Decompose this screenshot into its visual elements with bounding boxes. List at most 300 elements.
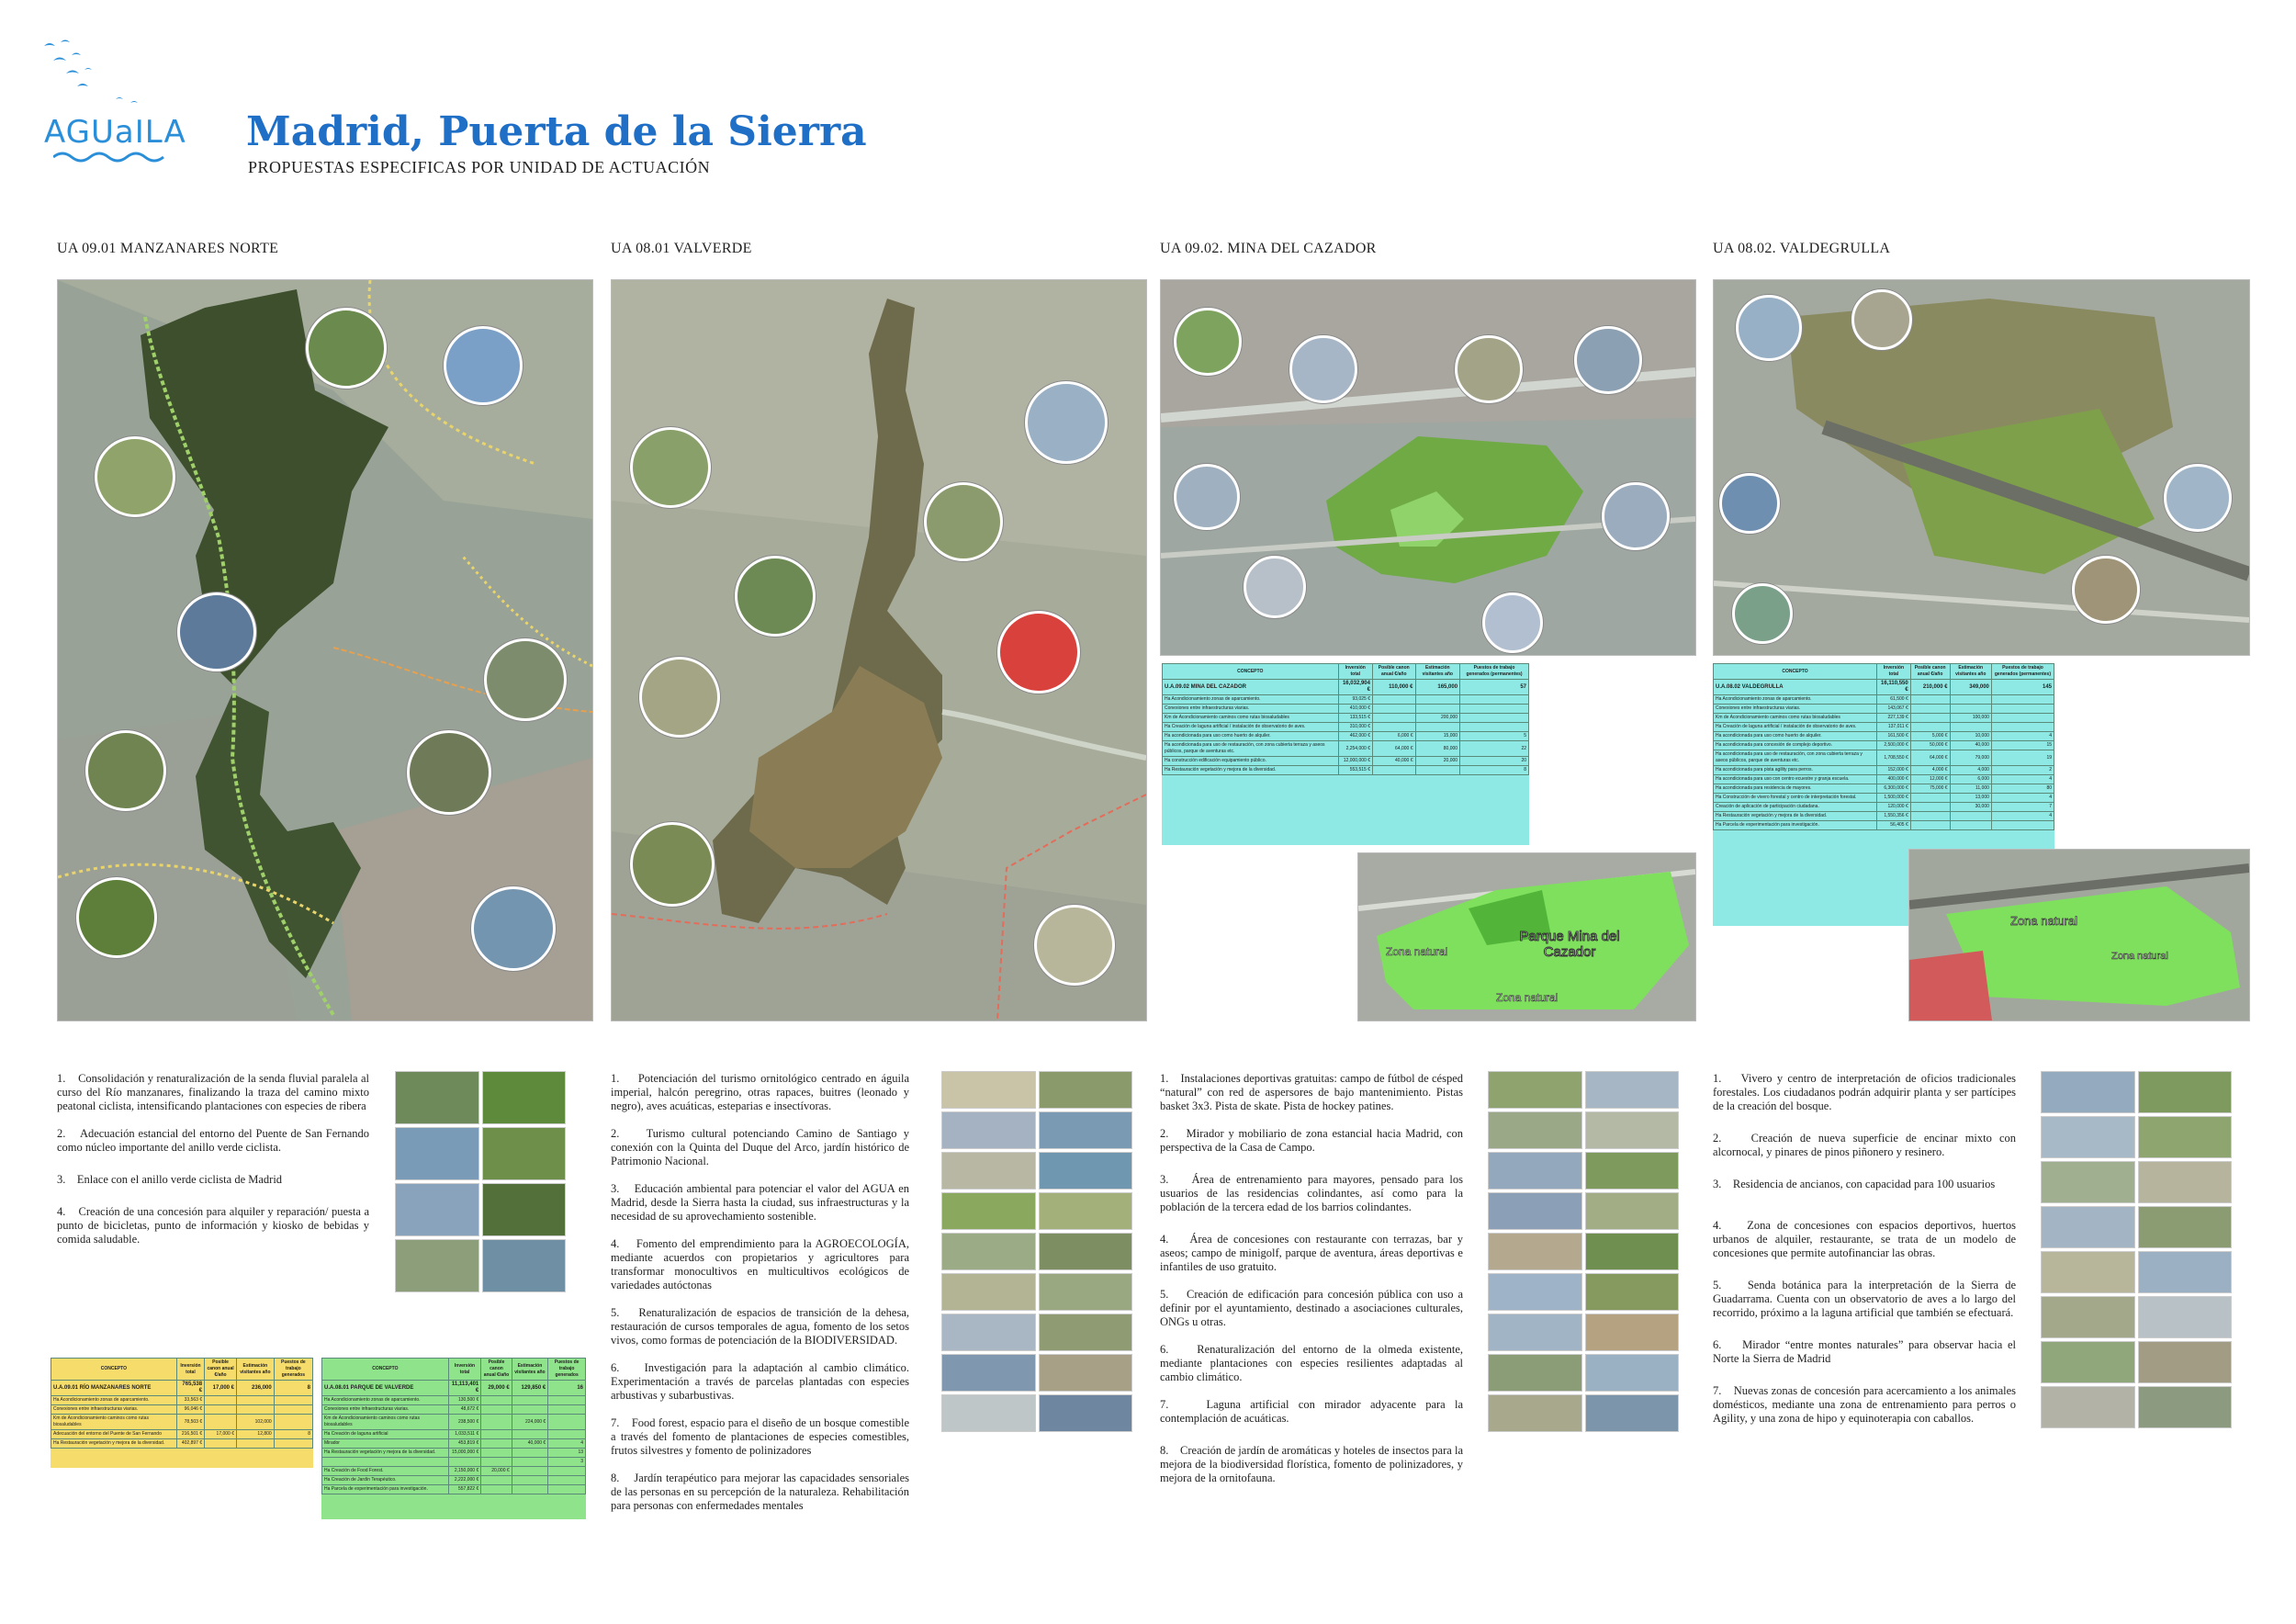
table-cell-value: 400,000 €	[1877, 775, 1911, 784]
table-cell-value: 15	[1991, 741, 2054, 750]
table-cell-value	[1372, 695, 1415, 705]
table-cell-value: 11,113,401 €	[448, 1381, 481, 1396]
table-cell-concept: U.A.09.01 RÍO MANZANARES NORTE	[51, 1381, 177, 1396]
table-cell-value	[1910, 821, 1950, 830]
photo-thumb	[1585, 1111, 1680, 1149]
proposal-item: 1. Instalaciones deportivas gratuitas: campo de fútbol de césped “natural” con red de aspersores de bajo mantenimiento. Pistas basket 3x3. Pista de skate. Pista de hockey patines.	[1160, 1072, 1463, 1112]
table-row	[1714, 794, 2054, 803]
table-cell-concept	[322, 1458, 449, 1467]
table-cell-value: 22	[1460, 741, 1529, 757]
table-row	[322, 1359, 586, 1381]
table-cell-concept: Ha Parcela de experimentación para investigación.	[322, 1485, 449, 1494]
table-cell-value: 238,500 €	[448, 1415, 481, 1430]
table-cell-value	[548, 1467, 586, 1476]
section-title-mina: UA 09.02. MINA DEL CAZADOR	[1160, 241, 1377, 256]
table-row	[1714, 803, 2054, 812]
table-cell-concept: Ha construcción edificación equipamiento público.	[1163, 757, 1339, 766]
table-row	[1714, 812, 2054, 821]
table-cell-value	[512, 1396, 548, 1405]
proposal-item: 7. Food forest, espacio para el diseño de un bosque comestible a través del fomento de plantaciones de especies comestibles, frutos silvestres y fomento de polinizadores	[611, 1416, 909, 1457]
table-row	[1714, 821, 2054, 830]
table-cell-value	[1415, 705, 1460, 714]
photo-thumb	[2041, 1161, 2135, 1203]
table-cell-value: 1,033,511 €	[448, 1430, 481, 1439]
proposal-item: 4. Fomento del emprendimiento para la AGROECOLOGÍA, mediante acuerdos con propietarios y agricultores para transformar monocultivos en multicultivos ecológicos de variedades autóctonas	[611, 1237, 909, 1291]
table-row	[1714, 732, 2054, 741]
table-row	[1163, 695, 1529, 705]
zone-label: Zona natural	[2111, 951, 2168, 962]
table-cell-value: Inversión total	[1338, 664, 1372, 680]
table-cell-value	[1991, 705, 2054, 714]
photo-thumb	[2138, 1206, 2233, 1248]
table-cell-concept: Ha Restauración vegetación y mejora de la diversidad.	[1163, 766, 1339, 775]
photo-thumb	[2041, 1116, 2135, 1158]
table-cell-value: 33,563 €	[176, 1396, 204, 1405]
photo-circle	[2164, 464, 2232, 532]
table-cell-value: Puestos de trabajo generados	[274, 1359, 312, 1381]
photo-circle	[924, 482, 1003, 561]
table-row	[1163, 766, 1529, 775]
photo-thumb	[941, 1071, 1036, 1109]
table-cell-value	[205, 1396, 237, 1405]
table-cell-value	[237, 1439, 275, 1449]
table-cell-value	[1950, 821, 1991, 830]
table-cell-concept: Ha Acondicionamiento zonas de aparcamiento.	[1163, 695, 1339, 705]
photo-thumb	[482, 1183, 567, 1236]
table-cell-value: 30,000	[1950, 803, 1991, 812]
table-cell-value: 4	[1991, 812, 2054, 821]
photo-circle	[1851, 289, 1912, 350]
photo-circle	[444, 326, 523, 405]
table-row	[322, 1467, 586, 1476]
photo-thumb	[2041, 1251, 2135, 1293]
table-cell-value	[1910, 794, 1950, 803]
photo-thumbs-manzanares	[395, 1071, 566, 1292]
table-row	[1714, 664, 2054, 680]
proposal-item: 7. Nuevas zonas de concesión para acercamiento a los animales domésticos, mediante una zona de entrenamiento para perros o Agility, y una zona de hipo y equinoterapia con caballos.	[1713, 1384, 2016, 1425]
table-cell-concept: Conexiones entre infraestructuras viarias.	[1714, 705, 1877, 714]
table-cell-value: 19	[1991, 750, 2054, 766]
proposal-item: 5. Creación de edificación para concesión pública con uso a definir por el ayuntamiento, destinado a asociaciones culturales, ONGs u otras.	[1160, 1288, 1463, 1328]
table-cell-value	[1950, 705, 1991, 714]
table-cell-concept: Ha Restauración vegetación y mejora de la diversidad.	[322, 1449, 449, 1458]
table-cell-value: 13,000	[1950, 794, 1991, 803]
proposal-item: 1. Potenciación del turismo ornitológico centrado en águila imperial, halcón peregrino, otras rapaces, buitres (leonado y negro), aves acuáticas, esteparias e insectívoras.	[611, 1072, 909, 1112]
table-cell-value	[205, 1439, 237, 1449]
photo-circle	[407, 730, 491, 815]
map-valverde	[611, 279, 1147, 1021]
table-manzanares	[51, 1358, 313, 1468]
table-cell-value: 12,000 €	[1910, 775, 1950, 784]
table-cell-value: 61,500 €	[1877, 695, 1911, 705]
table-cell-value: 161,500 €	[1877, 732, 1911, 741]
photo-thumb	[941, 1314, 1036, 1351]
proposal-item: 4. Creación de una concesión para alquiler y reparación/ puesta a punto de bicicletas, punto de información y kiosko de bebidas y comida saludable.	[57, 1205, 369, 1246]
table-cell-value: 16	[548, 1381, 586, 1396]
table-cell-concept: CONCEPTO	[1714, 664, 1877, 680]
table-row	[51, 1415, 313, 1430]
table-cell-value: 5	[1460, 732, 1529, 741]
proposal-item: 2. Mirador y mobiliario de zona estancial hacia Madrid, con perspectiva de la Casa de Campo.	[1160, 1127, 1463, 1154]
photo-thumb	[1585, 1233, 1680, 1270]
table-valdegrulla-grid	[1713, 663, 2054, 830]
proposal-item: 3. Educación ambiental para potenciar el valor del AGUA en Madrid, desde la Sierra hasta la ciudad, sus infraestructuras y la necesidad de su aprovechamiento sostenible.	[611, 1182, 909, 1223]
proposal-item: 7. Laguna artificial con mirador adyacente para la contemplación de acuáticas.	[1160, 1398, 1463, 1425]
photo-thumb	[941, 1394, 1036, 1432]
photo-thumbs-valdegrulla	[2041, 1071, 2232, 1428]
table-cell-value: 11,000	[1950, 784, 1991, 794]
table-cell-concept: Ha acondicionada para pista agility para perros.	[1714, 766, 1877, 775]
table-cell-value: Puestos de trabajo generados (permanentes)	[1991, 664, 2054, 680]
table-cell-concept: Conexiones entre infraestructuras viarias.	[1163, 705, 1339, 714]
photo-thumb	[395, 1127, 479, 1180]
proposal-item: 2. Adecuación estancial del entorno del Puente de San Fernando como núcleo importante del anillo verde ciclista.	[57, 1127, 369, 1154]
photo-circle	[1174, 308, 1242, 376]
table-cell-value	[1460, 695, 1529, 705]
table-row	[1714, 705, 2054, 714]
table-cell-value: 227,139 €	[1877, 714, 1911, 723]
table-cell-value	[1910, 714, 1950, 723]
proposal-item: 6. Investigación para la adaptación al cambio climático. Experimentación a través de parcelas plantadas con especies arbustivas y subarbustivas.	[611, 1361, 909, 1402]
photo-thumbs-valverde	[941, 1071, 1132, 1432]
table-cell-value: Inversión total	[448, 1359, 481, 1381]
photo-thumb	[1488, 1192, 1582, 1230]
table-row	[322, 1405, 586, 1415]
table-cell-concept: Adecuación del entorno del Puente de San Fernando	[51, 1430, 177, 1439]
table-cell-value	[512, 1485, 548, 1494]
table-cell-value: 5,000 €	[1910, 732, 1950, 741]
photo-thumb	[1039, 1111, 1133, 1149]
photo-circle	[1732, 583, 1793, 644]
table-cell-concept: Ha Creación de laguna artificial	[322, 1430, 449, 1439]
table-cell-value	[481, 1458, 512, 1467]
table-row	[1714, 741, 2054, 750]
proposal-item: 3. Área de entrenamiento para mayores, pensado para los usuarios de las residencias colindantes, así como para la población de la tercera edad de los barrios colindantes.	[1160, 1173, 1463, 1213]
proposal-item: 5. Senda botánica para la interpretación de la Sierra de Guadarrama. Cuenta con un observatorio de aves a lo largo del recorrido, próximo a la laguna artificial que también se efectuará.	[1713, 1279, 2016, 1319]
photo-thumb	[2138, 1296, 2233, 1338]
table-cell-value: 553,515 €	[1338, 766, 1372, 775]
table-cell-value	[1372, 705, 1415, 714]
table-cell-concept: Conexiones entre infraestructuras viarias.	[51, 1405, 177, 1415]
photo-thumb	[1488, 1314, 1582, 1351]
map-valdegrulla	[1713, 279, 2250, 656]
table-cell-value	[481, 1430, 512, 1439]
photo-circle	[639, 657, 720, 738]
table-cell-value: 137,011 €	[1877, 723, 1911, 732]
photo-thumb	[2041, 1341, 2135, 1383]
table-cell-value: 2,500,000 €	[1877, 741, 1911, 750]
table-cell-concept: CONCEPTO	[322, 1359, 449, 1381]
wave-icon	[53, 151, 173, 164]
table-cell-value: 6,300,000 €	[1877, 784, 1911, 794]
table-cell-value	[448, 1458, 481, 1467]
table-cell-value: 557,822 €	[448, 1485, 481, 1494]
photo-thumb	[1039, 1314, 1133, 1351]
table-cell-value: Puestos de trabajo generados (permanentes)	[1460, 664, 1529, 680]
table-cell-value: 78,503 €	[176, 1415, 204, 1430]
table-cell-concept: Ha Creación de laguna artificial / instalación de observatorio de aves.	[1163, 723, 1339, 732]
table-cell-value: 64,000 €	[1910, 750, 1950, 766]
photo-thumb	[2138, 1341, 2233, 1383]
table-cell-concept: Ha Creación de Food Forest.	[322, 1467, 449, 1476]
table-row	[322, 1476, 586, 1485]
photo-thumb	[1488, 1111, 1582, 1149]
table-cell-value: 4,000	[1950, 766, 1991, 775]
table-cell-value	[1910, 803, 1950, 812]
table-cell-value	[205, 1405, 237, 1415]
table-cell-value: 13	[548, 1449, 586, 1458]
table-row	[51, 1405, 313, 1415]
page-title: Madrid, Puerta de la Sierra	[246, 108, 867, 155]
table-cell-value: 8	[274, 1430, 312, 1439]
photo-thumb	[941, 1152, 1036, 1190]
photo-circle	[1025, 381, 1108, 464]
photo-thumb	[1039, 1273, 1133, 1311]
photo-thumb	[2138, 1161, 2233, 1203]
photo-thumb	[482, 1127, 567, 1180]
table-cell-value: 6,000 €	[1372, 732, 1415, 741]
proposal-item: 1. Consolidación y renaturalización de la senda fluvial paralela al curso del Río manzanares, finalizando la traza del camino mixto peatonal ciclista, intensificando plantaciones con especies de ribera	[57, 1072, 369, 1112]
table-cell-value: Estimación visitantes año	[1950, 664, 1991, 680]
photo-circle	[1174, 464, 1240, 530]
photo-circle	[306, 308, 387, 389]
table-cell-value	[1950, 812, 1991, 821]
table-cell-value	[548, 1476, 586, 1485]
table-cell-value: Estimación visitantes año	[237, 1359, 275, 1381]
table-cell-concept: Ha Creación de laguna artificial / instalación de observatorio de aves.	[1714, 723, 1877, 732]
table-cell-value: 20	[1460, 757, 1529, 766]
table-cell-value	[548, 1405, 586, 1415]
table-cell-value	[1910, 723, 1950, 732]
table-cell-value: 80	[1991, 784, 2054, 794]
table-cell-value: 17,000 €	[205, 1381, 237, 1396]
table-cell-concept: Creación de aplicación de participación ciudadana.	[1714, 803, 1877, 812]
table-cell-value	[1991, 695, 2054, 705]
table-cell-value: 129,850 €	[512, 1381, 548, 1396]
table-cell-concept: U.A.09.02 MINA DEL CAZADOR	[1163, 680, 1339, 695]
table-row	[322, 1439, 586, 1449]
table-cell-value: Posible canon anual €/año	[205, 1359, 237, 1381]
proposals-valverde	[611, 1072, 909, 1527]
table-cell-value	[237, 1396, 275, 1405]
table-manzanares-grid	[51, 1358, 313, 1449]
table-cell-value: Estimación visitantes año	[1415, 664, 1460, 680]
table-cell-value	[1460, 723, 1529, 732]
table-cell-concept: Ha Parcela de experimentación para investigación.	[1714, 821, 1877, 830]
table-cell-value	[1460, 705, 1529, 714]
table-cell-concept: Ha acondicionada para uso con centro ecuestre y granja escuela.	[1714, 775, 1877, 784]
table-row	[322, 1458, 586, 1467]
proposal-item: 6. Renaturalización del entorno de la olmeda existente, mediante plantaciones con especies resilientes adaptadas al cambio climático.	[1160, 1343, 1463, 1383]
photo-thumb	[482, 1239, 567, 1292]
table-cell-concept: Ha Restauración vegetación y mejora de la diversidad.	[51, 1439, 177, 1449]
table-row	[1714, 750, 2054, 766]
photo-thumb	[1039, 1152, 1133, 1190]
photo-thumb	[1585, 1354, 1680, 1392]
table-row	[51, 1381, 313, 1396]
photo-circle	[1289, 335, 1357, 403]
table-cell-value: 16,032,904 €	[1338, 680, 1372, 695]
table-row	[51, 1359, 313, 1381]
table-row	[1714, 714, 2054, 723]
photo-circle	[2072, 556, 2140, 624]
proposal-item: 3. Enlace con el anillo verde ciclista de Madrid	[57, 1173, 283, 1186]
table-cell-concept: U.A.08.01 PARQUE DE VALVERDE	[322, 1381, 449, 1396]
table-cell-value: 79,000	[1950, 750, 1991, 766]
photo-thumb	[1039, 1192, 1133, 1230]
table-row	[1163, 664, 1529, 680]
photo-thumb	[2041, 1206, 2135, 1248]
table-cell-value: Puestos de trabajo generados	[548, 1359, 586, 1381]
table-cell-value	[274, 1405, 312, 1415]
photo-thumb	[1488, 1273, 1582, 1311]
table-cell-value: 12,800	[237, 1430, 275, 1439]
photo-thumb	[2138, 1251, 2233, 1293]
table-cell-value: 310,000 €	[1338, 723, 1372, 732]
table-cell-value: 75,000 €	[1910, 784, 1950, 794]
proposal-item: 2. Turismo cultural potenciando Camino de Santiago y conexión con la Quinta del Duque del Arco, jardín histórico de Patrimonio Nacional.	[611, 1127, 909, 1167]
photo-circle	[997, 611, 1080, 694]
photo-circle	[1602, 482, 1670, 550]
table-cell-value	[237, 1405, 275, 1415]
table-cell-value: 200,000	[1415, 714, 1460, 723]
table-cell-value: Posible canon anual €/año	[481, 1359, 512, 1381]
proposal-item: 4. Área de concesiones con restaurante con terrazas, bar y aseos; campo de minigolf, parque de aventura, áreas deportivas e infantiles de uso gratuito.	[1160, 1233, 1463, 1273]
proposal-item: 3. Residencia de ancianos, con capacidad para 100 usuarios	[1713, 1178, 1996, 1190]
table-row	[1714, 775, 2054, 784]
table-cell-concept: Ha acondicionada para uso de restauración, con zona cubierta terraza y aseos públicos, parque de aventuras etc.	[1163, 741, 1339, 757]
photo-circle	[1244, 556, 1306, 618]
photo-thumb	[1039, 1233, 1133, 1270]
table-cell-value: 3	[548, 1458, 586, 1467]
table-cell-value	[512, 1430, 548, 1439]
proposal-item: 8. Creación de jardín de aromáticas y hoteles de insectos para la mejora de la biodiversidad florística, fomento de polinizadores, y mejora de la ornitofauna.	[1160, 1444, 1463, 1484]
proposal-item: 1. Vivero y centro de interpretación de oficios tradicionales forestales. Los ciudadanos podrán adquirir planta y ser partícipes de la creación del bosque.	[1713, 1072, 2016, 1112]
table-cell-value: 15,000	[1415, 732, 1460, 741]
table-cell-value: 765,538 €	[176, 1381, 204, 1396]
table-cell-value	[1950, 723, 1991, 732]
table-cell-value	[1415, 766, 1460, 775]
photo-thumb	[941, 1354, 1036, 1392]
table-cell-value: 6,000	[1950, 775, 1991, 784]
table-cell-value	[548, 1415, 586, 1430]
photo-circle	[85, 730, 166, 811]
table-cell-value: 110,000 €	[1372, 680, 1415, 695]
table-row	[1163, 680, 1529, 695]
table-cell-value: 410,000 €	[1338, 705, 1372, 714]
table-cell-value: 4	[1991, 732, 2054, 741]
table-mina	[1162, 663, 1529, 845]
photo-thumb	[1039, 1071, 1133, 1109]
table-cell-concept: Ha acondicionada para residencia de mayores.	[1714, 784, 1877, 794]
photo-circle	[1574, 326, 1642, 394]
photo-thumb	[2041, 1296, 2135, 1338]
table-cell-value	[548, 1396, 586, 1405]
table-cell-concept: U.A.08.02 VALDEGRULLA	[1714, 680, 1877, 695]
table-cell-value: Posible canon anual €/año	[1372, 664, 1415, 680]
table-cell-value	[481, 1439, 512, 1449]
photo-thumb	[395, 1183, 479, 1236]
photo-thumb	[1585, 1152, 1680, 1190]
photo-thumb	[1585, 1071, 1680, 1109]
table-cell-value: 152,000 €	[1877, 766, 1911, 775]
table-cell-value	[481, 1485, 512, 1494]
table-cell-value: 12,000,000 €	[1338, 757, 1372, 766]
table-cell-value: 4,000 €	[1910, 766, 1950, 775]
table-cell-value: Inversión total	[1877, 664, 1911, 680]
table-cell-value	[1415, 695, 1460, 705]
table-row	[1714, 680, 2054, 695]
table-cell-value: 4	[1991, 775, 2054, 784]
table-cell-value: 1,708,550 €	[1877, 750, 1911, 766]
photo-circle	[471, 886, 556, 971]
table-cell-value: 17,000 €	[205, 1430, 237, 1439]
photo-circle	[1455, 335, 1523, 403]
table-cell-value: 96,046 €	[176, 1405, 204, 1415]
photo-circle	[630, 822, 715, 907]
table-cell-value: 64,000 €	[1372, 741, 1415, 757]
section-title-valdegrulla: UA 08.02. VALDEGRULLA	[1713, 241, 1891, 256]
photo-thumb	[941, 1233, 1036, 1270]
table-cell-value	[512, 1458, 548, 1467]
photo-circle	[735, 556, 816, 637]
table-cell-value: 224,000 €	[512, 1415, 548, 1430]
table-cell-concept: Mirador	[322, 1439, 449, 1449]
photo-thumb	[941, 1192, 1036, 1230]
photo-thumb	[2138, 1071, 2233, 1113]
table-cell-value	[1372, 723, 1415, 732]
inset-map-valdegrulla	[1908, 849, 2250, 1021]
photo-circle	[1719, 473, 1780, 534]
table-cell-value: 29,000 €	[481, 1381, 512, 1396]
table-cell-value	[481, 1405, 512, 1415]
proposals-manzanares	[57, 1072, 369, 1260]
photo-thumb	[2138, 1116, 2233, 1158]
table-cell-value: 2,222,000 €	[448, 1476, 481, 1485]
table-cell-value	[1415, 723, 1460, 732]
table-row	[1163, 732, 1529, 741]
table-row	[322, 1381, 586, 1396]
table-cell-value	[548, 1485, 586, 1494]
table-cell-value: 48,672 €	[448, 1405, 481, 1415]
table-cell-value	[1991, 821, 2054, 830]
table-cell-value: 130,500 €	[448, 1396, 481, 1405]
table-cell-concept: Ha Acondicionamiento zonas de aparcamiento.	[51, 1396, 177, 1405]
proposals-valdegrulla	[1713, 1072, 2016, 1439]
table-cell-value: 165,000	[1415, 680, 1460, 695]
table-cell-value	[1372, 714, 1415, 723]
photo-thumb	[1585, 1394, 1680, 1432]
photo-circle	[95, 436, 175, 517]
table-cell-value: 120,000 €	[1877, 803, 1911, 812]
table-cell-value	[205, 1415, 237, 1430]
table-cell-value: 40,000	[1950, 741, 1991, 750]
park-label: Parque Mina del Cazador	[1519, 929, 1620, 960]
table-cell-concept: CONCEPTO	[1163, 664, 1339, 680]
table-cell-value: 7	[1991, 803, 2054, 812]
table-row	[1163, 723, 1529, 732]
photo-circle	[1736, 295, 1802, 361]
logo-text: AGUaILA	[44, 114, 186, 151]
table-cell-value: 402,897 €	[176, 1439, 204, 1449]
table-cell-value: 236,000	[237, 1381, 275, 1396]
table-cell-value	[274, 1396, 312, 1405]
photo-thumb	[1488, 1394, 1582, 1432]
table-cell-value: 453,819 €	[448, 1439, 481, 1449]
photo-thumb	[941, 1273, 1036, 1311]
table-cell-value: 56,405 €	[1877, 821, 1911, 830]
table-cell-value: 20,000 €	[481, 1467, 512, 1476]
